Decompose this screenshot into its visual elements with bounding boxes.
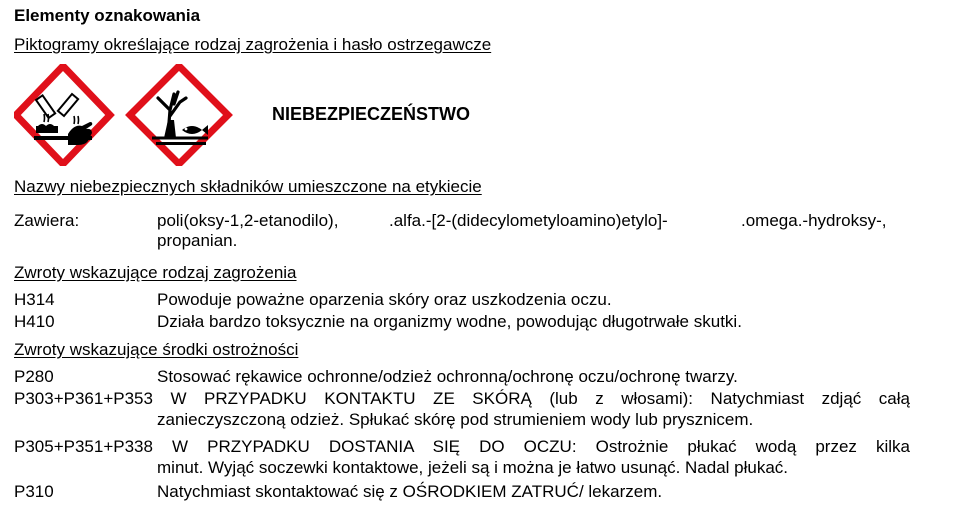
precaution-heading: Zwroty wskazujące środki ostrożności [14,340,299,359]
ingredient-line-2: propanian. [157,231,238,250]
hazard-text: Działa bardzo toksycznie na organizmy wodne, powodując długotrwałe skutki. [157,312,742,331]
precaution-p305-line2: minut. Wyjąć soczewki kontaktowe, jeżeli są i można je łatwo usunąć. Nadal płukać. [157,458,789,477]
ingredients-heading: Nazwy niebezpiecznych składników umieszczone na etykiecie [14,177,482,196]
precaution-p303-line2: zanieczyszczoną odzież. Spłukać skórę pod strumieniem wody lub prysznicem. [157,410,754,429]
precaution-text: Natychmiast skontaktować się z OŚRODKIEM ZATRUĆ/ lekarzem. [157,482,663,501]
precaution-code: P310 [14,482,54,501]
hazard-code: H314 [14,290,55,309]
precaution-text: Stosować rękawice ochronne/odzież ochronną/ochronę oczu/ochronę twarzy. [157,367,738,386]
ingredient-part-2: .alfa.-[2-(didecylometyloamino)etylo]- [389,211,668,230]
precaution-code: P280 [14,367,54,386]
precaution-p305-line1: P305+P351+P338 W PRZYPADKU DOSTANIA SIĘ DO OCZU: Ostrożnie płukać wodą przez kilka [14,437,910,456]
ingredient-part-3: .omega.-hydroksy-, [741,211,887,230]
signal-word: NIEBEZPIECZEŃSTWO [272,104,471,124]
ingredient-part-1: poli(oksy-1,2-etanodilo), [157,211,339,230]
section-title: Elementy oznakowania [14,6,201,25]
corrosion-icon [16,66,110,164]
hazard-code: H410 [14,312,55,331]
precaution-p303-line1: P303+P361+P353 W PRZYPADKU KONTAKTU ZE SKÓRĄ (lub z włosami): Natychmiast zdjąć całą [14,389,910,408]
hazard-text: Powoduje poważne oparzenia skóry oraz uszkodzenia oczu. [157,290,612,309]
pictograms-heading: Piktogramy określające rodzaj zagrożenia i hasło ostrzegawcze [14,35,492,54]
hazard-heading: Zwroty wskazujące rodzaj zagrożenia [14,263,297,282]
pictogram-group [14,64,234,166]
ingredients-label: Zawiera: [14,211,80,230]
environment-icon [130,66,228,164]
